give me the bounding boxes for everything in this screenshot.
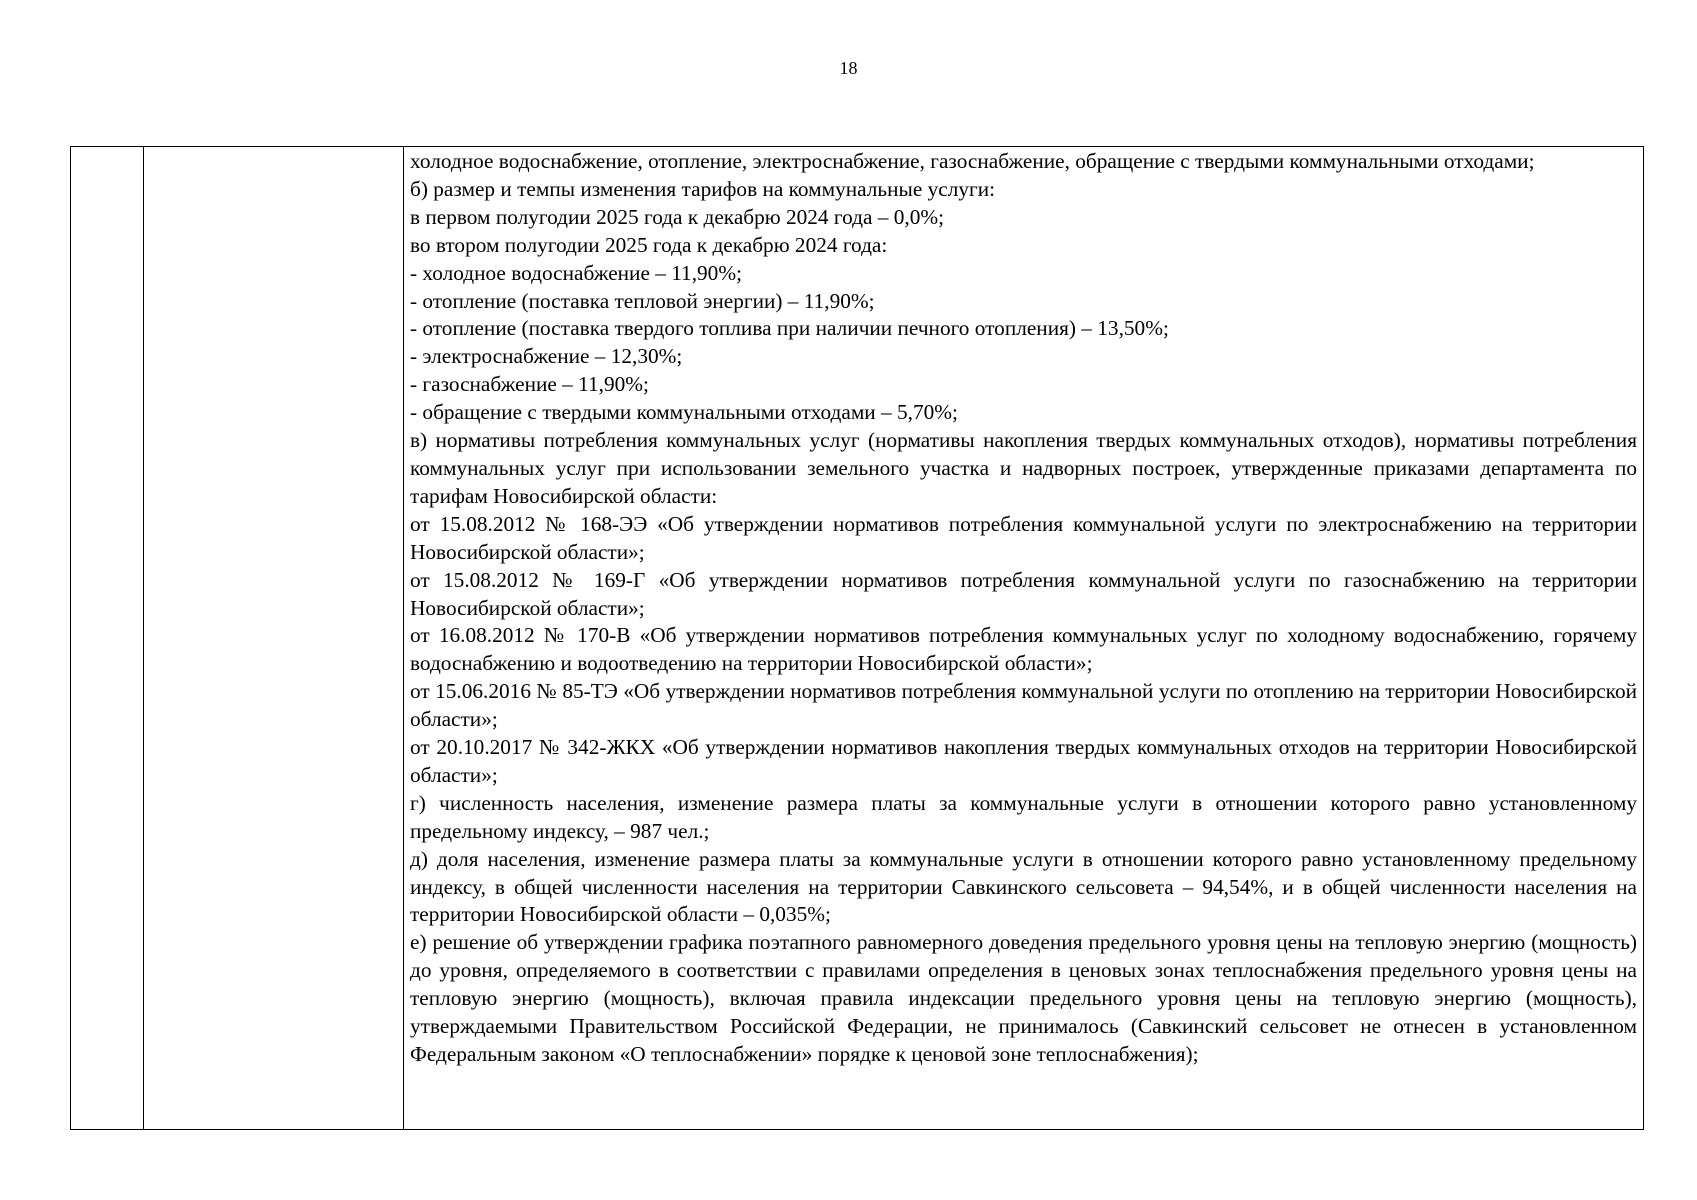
table-row	[71, 147, 1644, 1130]
indicator-name-cell	[144, 147, 404, 1130]
paragraph-solid-fuel: - отопление (поставка твердого топлива при наличии печного отопления) – 13,50%;	[410, 316, 1169, 341]
paragraph-population-count: г) численность населения, изменение размера платы за коммунальные услуги в отношении которого равно установленному предельному индексу, – 987 чел.;	[410, 790, 1637, 843]
paragraph-first-half: в первом полугодии 2025 года к декабрю 2024 года – 0,0%;	[410, 204, 945, 229]
paragraph-tariff-heading: б) размер и темпы изменения тарифов на коммунальные услуги:	[410, 176, 996, 201]
paragraph-order-85: от 15.06.2016 № 85-ТЭ «Об утверждении нормативов потребления коммунальной услуги по отоплению на территории Новосибирской области»;	[410, 679, 1637, 732]
paragraph-waste: - обращение с твердыми коммунальными отходами – 5,70%;	[410, 400, 958, 425]
paragraph-population-share: д) доля населения, изменение размера платы за коммунальные услуги в отношении которого равно установленному предельному индексу, в общей численности населения на территории Савкинского сельсовета – 94,54%, и в общей численности населения на территории Новосибирской области – 0,035%;	[410, 846, 1637, 927]
paragraph-services-list: холодное водоснабжение, отопление, электроснабжение, газоснабжение, обращение с твердыми коммунальными отходами;	[410, 149, 1535, 173]
paragraph-heat-price-decision: е) решение об утверждении графика поэтапного равномерного доведения предельного уровня цены на тепловую энергию (мощность) до уровня, определяемого в соответствии с правилами определения в ценовых зонах теплоснабжения предельного уровня цены на тепловую энергию (мощность), включая правила индексации предельного уровня цены на тепловую энергию (мощность), утверждаемыми Правительством Российской Федерации, не принималось (Савкинский сельсовет не отнесен в установленном Федеральным законом «О теплоснабжении» порядке к ценовой зоне теплоснабжения);	[410, 930, 1637, 1066]
paragraph-electricity: - электроснабжение – 12,30%;	[410, 344, 683, 369]
paragraph-second-half: во втором полугодии 2025 года к декабрю 2024 года:	[410, 232, 888, 257]
indicator-description-cell	[404, 147, 1644, 1130]
paragraph-order-168: от 15.08.2012 № 168-ЭЭ «Об утверждении нормативов потребления коммунальной услуги по электроснабжению на территории Новосибирской области»;	[410, 511, 1637, 564]
paragraph-order-342: от 20.10.2017 № 342-ЖКХ «Об утверждении нормативов накопления твердых коммунальных отходов на территории Новосибирской области»;	[410, 735, 1637, 787]
paragraph-cold-water: - холодное водоснабжение – 11,90%;	[410, 260, 742, 285]
content-table	[70, 146, 1644, 1130]
paragraph-heating: - отопление (поставка тепловой энергии) – 11,90%;	[410, 288, 875, 313]
paragraph-order-169: от 15.08.2012 № 169-Г «Об утверждении нормативов потребления коммунальной услуги по газоснабжению на территории Новосибирской области»;	[410, 567, 1637, 620]
paragraph-order-170: от 16.08.2012 № 170-В «Об утверждении нормативов потребления коммунальных услуг по холодному водоснабжению, горячему водоснабжению и водоотведению на территории Новосибирской области»;	[410, 623, 1637, 676]
number-cell	[71, 147, 144, 1130]
paragraph-gas: - газоснабжение – 11,90%;	[410, 372, 649, 397]
page-number: 18	[839, 58, 858, 78]
paragraph-consumption-norms: в) нормативы потребления коммунальных услуг (нормативы накопления твердых коммунальных отходов), нормативы потребления коммунальных услуг при использовании земельного участка и надворных построек, утвержденные приказами департамента по тарифам Новосибирской области:	[410, 428, 1637, 508]
